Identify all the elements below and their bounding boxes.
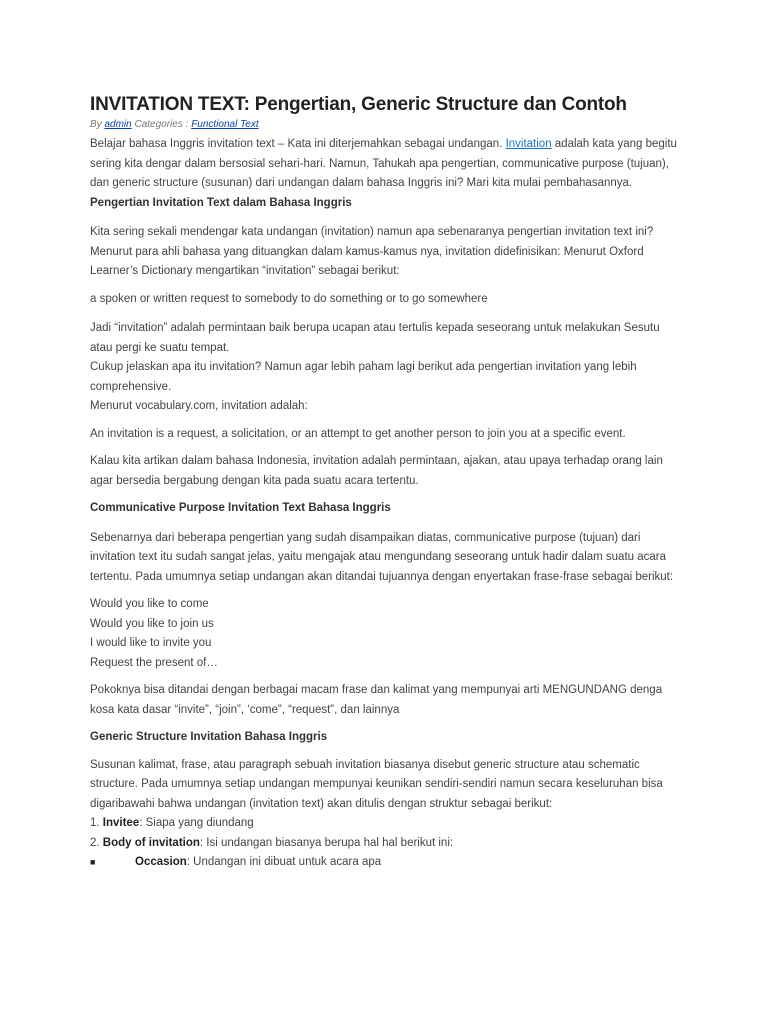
item-number: 1. — [90, 817, 103, 829]
bullet-description: : Undangan ini dibuat untuk acara apa — [186, 856, 382, 868]
bullet-term: Occasion — [135, 856, 187, 868]
structure-item-body — [90, 834, 680, 854]
item-term: Invitee — [102, 817, 140, 829]
bullet-item-occasion — [90, 853, 680, 872]
square-bullet-icon: ■ — [90, 857, 96, 867]
purpose-paragraph-2: Pokoknya bisa ditandai dengan berbagai macam frase dan kalimat yang mempunyai arti MENGUNDANG denga kosa kata dasar “invite”, “join”, ‘come”, “request”, dan lainnya — [90, 684, 663, 716]
structure-item-invitee — [90, 814, 680, 834]
section-heading-generic-structure: Generic Structure Invitation Bahasa Inggris — [90, 731, 328, 743]
pengertian-paragraph-3: Cukup jelaskan apa itu invitation? Namun agar lebih paham lagi berikut ada pengertian invitation yang lebih comprehensive. — [90, 361, 637, 393]
author-link[interactable]: admin — [104, 119, 132, 130]
invitation-phrase: I would like to invite you — [90, 637, 212, 649]
vocabulary-definition: An invitation is a request, a solicitation, or an attempt to get another person to join you at a specific event. — [90, 427, 626, 440]
pengertian-paragraph-2: Jadi “invitation” adalah permintaan baik berupa ucapan atau tertulis kepada seseorang untuk melakukan Sesutu atau pergi ke suatu tempat. — [90, 322, 660, 354]
structure-paragraph-1: Susunan kalimat, frase, atau paragraph sebuah invitation biasanya disebut generic structure atau schematic structure. Pada umumnya setiap undangan mempunyai keunikan sendiri-sendiri namun secara keseluruhan bisa digaribawahi bahwa undangan (invitation text) akan ditulis dengan struktur sebagai berikut: — [90, 758, 663, 810]
oxford-definition: a spoken or written request to somebody to do something or to go somewhere — [90, 292, 488, 305]
section-heading-communicative-purpose: Communicative Purpose Invitation Text Bahasa Inggris — [90, 502, 391, 514]
item-description: : Siapa yang diundang — [139, 817, 254, 829]
by-label: By — [90, 119, 102, 130]
pengertian-paragraph-4: Menurut vocabulary.com, invitation adalah: — [90, 400, 308, 412]
category-link[interactable]: Functional Text — [191, 119, 259, 130]
section-heading-pengertian: Pengertian Invitation Text dalam Bahasa Inggris — [90, 196, 352, 209]
intro-text-2: adalah kata yang begitu sering kita dengar dalam bersosial sehari-hari. Namun, Tahukah apa pengertian, communicative purpose (tujuan), dan generic structure (susunan) dari undangan dalam bahasa Inggris ini? Mari kita mulai pembahasannya. — [90, 138, 677, 189]
item-description: : Isi undangan biasanya berupa hal hal berikut ini: — [199, 836, 454, 849]
categories-label: Categories : — [134, 119, 189, 130]
item-term: Body of invitation — [102, 836, 200, 849]
bullet-item-text — [90, 856, 381, 868]
invitation-phrase: Would you like to come — [90, 598, 209, 610]
intro-text-1: Belajar bahasa Inggris invitation text – Kata ini diterjemahkan sebagai undangan. — [90, 138, 506, 150]
purpose-paragraph-1: Sebenarnya dari beberapa pengertian yang sudah disampaikan diatas, communicative purpose (tujuan) dari invitation text itu sudah sangat jelas, yaitu mengajak atau mengundang seseorang untuk hadir dalam suatu acara tertentu. Pada umumnya setiap undangan akan ditandai tujuannya dengan enyertakan frase-frase sebagai berikut: — [90, 531, 674, 583]
article — [90, 92, 680, 872]
invitation-phrase: Would you like to join us — [90, 617, 214, 630]
pengertian-paragraph-1: Kita sering sekali mendengar kata undangan (invitation) namun apa sebenaranya pengertian invitation text ini? Menurut para ahli bahasa yang dituangkan dalam kamus-kamus nya, invitation didefinisikan: Menurut Oxford Learner’s Dictionary mengartikan “invitation” sebagai berikut: — [90, 226, 654, 277]
article-title: INVITATION TEXT: Pengertian, Generic Structure dan Contoh — [90, 94, 627, 115]
intro-paragraph — [90, 135, 680, 194]
article-meta — [90, 118, 680, 132]
invitation-link[interactable]: Invitation — [505, 138, 552, 150]
item-number: 2. — [90, 836, 103, 849]
invitation-phrase: Request the present of… — [90, 656, 218, 669]
pengertian-paragraph-5: Kalau kita artikan dalam bahasa Indonesia, invitation adalah permintaan, ajakan, atau upaya terhadap orang lain agar bersedia bergabung dengan kita pada suatu acara tertentu. — [90, 455, 663, 487]
